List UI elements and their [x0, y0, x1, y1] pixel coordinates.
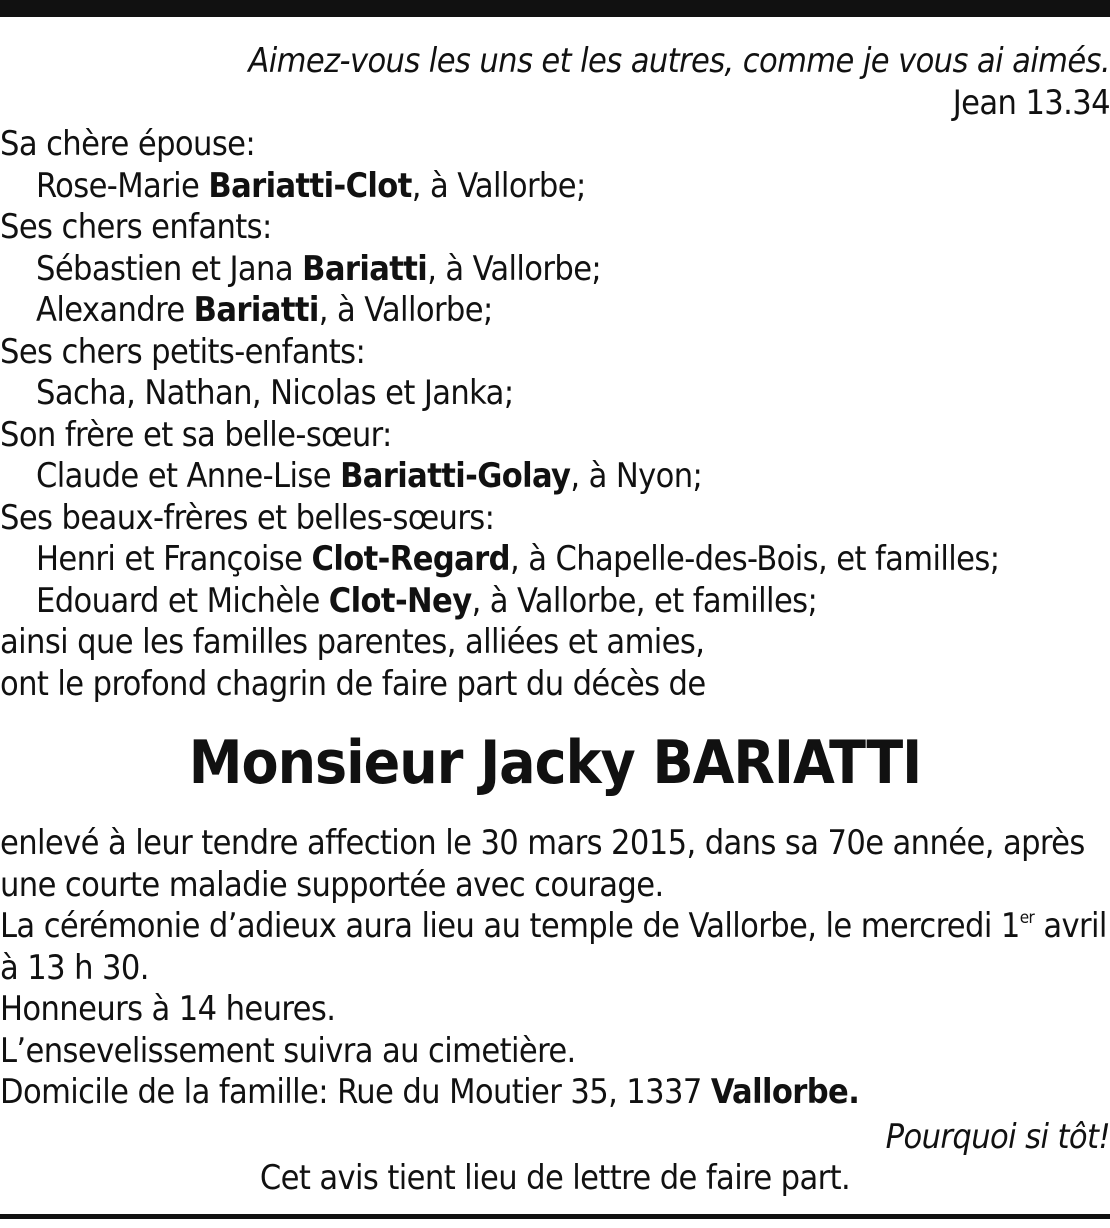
obituary-notice — [0, 41, 1110, 1200]
child-line: Sébastien et Jana Bariatti, à Vallorbe; — [36, 248, 602, 289]
burial-line: L’ensevelissement suivra au cimetière. — [0, 1030, 576, 1071]
sibling-heading: Son frère et sa belle-sœur: — [0, 414, 392, 455]
spouse-surname: Bariatti-Clot — [208, 165, 412, 206]
deceased-name-block — [0, 705, 1110, 823]
bottom-rule — [0, 1214, 1110, 1219]
children-heading: Ses chers enfants: — [0, 207, 272, 247]
child-line: Alexandre Bariatti, à Vallorbe; — [36, 290, 493, 330]
inlaw-line: Henri et Françoise Clot-Regard, à Chapelle-des-Bois, et familles; — [36, 539, 1000, 579]
honours-line: Honneurs à 14 heures. — [0, 989, 336, 1029]
inlaw-line: Edouard et Michèle Clot-Ney, à Vallorbe, et familles; — [36, 580, 818, 621]
ceremony-time: à 13 h 30. — [0, 947, 149, 988]
announcement-line: ont le profond chagrin de faire part du décès de — [0, 663, 706, 704]
closing-quote: Pourquoi si tôt! — [885, 1116, 1110, 1157]
top-rule — [0, 0, 1110, 17]
grandchildren-heading: Ses chers petits-enfants: — [0, 331, 366, 372]
closing-notice: Cet avis tient lieu de lettre de faire part. — [259, 1158, 851, 1198]
inlaw-surname: Clot-Ney — [328, 580, 472, 621]
sibling-surname: Bariatti-Golay — [340, 456, 571, 496]
details-line: enlevé à leur tendre affection le 30 mars 2015, dans sa 70e année, après — [0, 823, 1085, 863]
child-surname: Bariatti — [193, 290, 319, 330]
grandchildren-line: Sacha, Nathan, Nicolas et Janka; — [36, 373, 514, 413]
child-surname: Bariatti — [302, 248, 428, 289]
verse-reference: Jean 13.34 — [952, 82, 1110, 123]
inlaw-surname: Clot-Regard — [311, 539, 510, 579]
details-line: une courte maladie supportée avec courage. — [0, 864, 664, 905]
spouse-heading: Sa chère épouse: — [0, 124, 256, 164]
address-line: Domicile de la famille: Rue du Moutier 35, 1337 Vallorbe. — [0, 1072, 860, 1112]
address-town: Vallorbe. — [710, 1072, 860, 1112]
deceased-name: Monsieur Jacky BARIATTI — [188, 728, 922, 799]
inlaws-heading: Ses beaux-frères et belles-sœurs: — [0, 497, 495, 538]
ceremony-line: La cérémonie d’adieux aura lieu au temple de Vallorbe, le mercredi 1er avril — [0, 906, 1107, 946]
ordinal-superscript: er — [1019, 908, 1035, 928]
spouse-line: Rose-Marie Bariatti-Clot, à Vallorbe; — [36, 165, 586, 206]
verse-text: Aimez-vous les uns et les autres, comme je vous ai aimés. — [248, 41, 1110, 81]
relatives-line: ainsi que les familles parentes, alliées et amies, — [0, 622, 705, 662]
sibling-line: Claude et Anne-Lise Bariatti-Golay, à Nyon; — [36, 456, 703, 496]
